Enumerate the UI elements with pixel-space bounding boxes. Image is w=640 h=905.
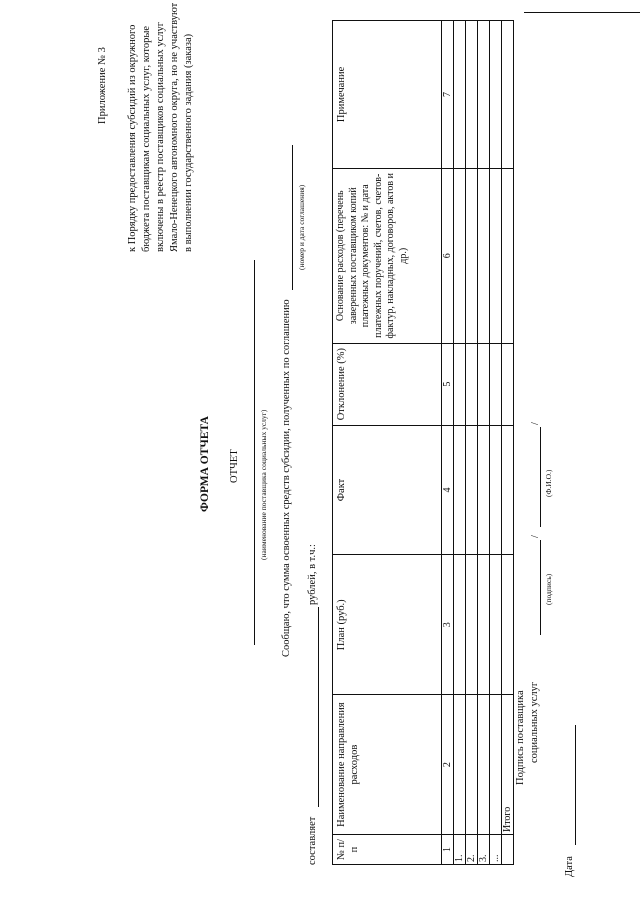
table-cell [502, 168, 514, 343]
table-cell [490, 168, 502, 343]
column-number: 5 [442, 343, 454, 425]
agreement-line [292, 145, 293, 290]
table-cell: ... [490, 835, 502, 865]
signature-line [540, 540, 541, 635]
column-header: План (руб.) [333, 555, 442, 695]
form-heading: ФОРМА ОТЧЕТА [199, 416, 211, 512]
table-cell [478, 695, 490, 835]
table-cell [466, 695, 478, 835]
table-row [478, 21, 490, 865]
agreement-caption: (номер и дата соглашения) [297, 184, 306, 270]
column-header: № п/п [333, 835, 442, 865]
table-cell [478, 425, 490, 555]
table-cell [466, 425, 478, 555]
table-cell: 3. [478, 835, 490, 865]
signature-label-line: Подпись поставщика [515, 690, 526, 785]
table-cell [454, 695, 466, 835]
table-cell [454, 168, 466, 343]
table-header-row [333, 21, 442, 865]
column-number: 3 [442, 555, 454, 695]
table-row [454, 21, 466, 865]
signature-label [514, 682, 542, 785]
table-cell [466, 168, 478, 343]
name-caption: (Ф.И.О.) [544, 469, 553, 497]
signature-caption: (подпись) [544, 573, 553, 605]
table-cell [478, 555, 490, 695]
appendix-line: в выполнении государственного задания (заказа) [183, 33, 194, 252]
table-cell [502, 21, 514, 169]
column-header: Основание расходов (перечень заверенных поставщиком копий платежных документов: № и дата платежных поручений, счетов, счетов-фактур, накладных, договоров, актов и др.) [333, 168, 442, 343]
report-sentence: Сообщаю, что сумма освоенных средств субсидии, полученных по соглашению [281, 299, 292, 657]
supplier-caption: (наименование поставщика социальных услуг) [259, 409, 268, 560]
appendix-text [126, 3, 196, 252]
table-cell: 2. [466, 835, 478, 865]
table-row [466, 21, 478, 865]
amount-prefix: составляет [307, 816, 318, 865]
name-line [540, 427, 541, 527]
column-number: 6 [442, 168, 454, 343]
total-label: Итого [502, 695, 514, 835]
table-cell [502, 555, 514, 695]
column-header: Наименование направления расходов [333, 695, 442, 835]
table-cell [478, 343, 490, 425]
supplier-name-line [254, 260, 255, 645]
column-number-row [442, 21, 454, 865]
table-cell [478, 21, 490, 169]
column-header: Примечание [333, 21, 442, 169]
table-cell [490, 21, 502, 169]
table-cell [490, 343, 502, 425]
table-cell [478, 168, 490, 343]
table-cell [454, 343, 466, 425]
slash-separator: / [530, 422, 541, 425]
table-cell [490, 555, 502, 695]
table-cell [454, 425, 466, 555]
table-cell [454, 555, 466, 695]
amount-line [318, 607, 319, 807]
date-line [575, 725, 576, 845]
appendix-line: Ямало-Ненецкого автономного округа, но не участвуют [169, 2, 180, 252]
slash-separator: / [530, 535, 541, 538]
date-label: Дата [564, 856, 575, 877]
signature-label-line: социальных услуг [529, 681, 540, 763]
table-row [490, 21, 502, 865]
appendix-line: к Порядку предоставления субсидий из окружного [127, 24, 138, 252]
table-cell: 1. [454, 835, 466, 865]
appendix-title: Приложение № 3 [97, 47, 108, 124]
column-header: Факт [333, 425, 442, 555]
table-cell [454, 21, 466, 169]
amount-suffix: рублей, в т.ч.: [307, 544, 318, 605]
table-cell [490, 425, 502, 555]
table-cell [502, 343, 514, 425]
table-cell [502, 835, 514, 865]
report-table [332, 20, 514, 865]
column-header: Отклонение (%) [333, 343, 442, 425]
report-title: ОТЧЕТ [229, 449, 240, 483]
column-number: 2 [442, 695, 454, 835]
table-cell [502, 425, 514, 555]
appendix-line: бюджета поставщикам социальных услуг, которые [141, 25, 152, 252]
column-number: 4 [442, 425, 454, 555]
table-cell [490, 695, 502, 835]
column-number: 7 [442, 21, 454, 169]
table-cell [466, 555, 478, 695]
column-number: 1 [442, 835, 454, 865]
table-cell [466, 343, 478, 425]
appendix-line: включены в реестр поставщиков социальных услуг [155, 21, 166, 252]
total-row [502, 21, 514, 865]
table-cell [466, 21, 478, 169]
